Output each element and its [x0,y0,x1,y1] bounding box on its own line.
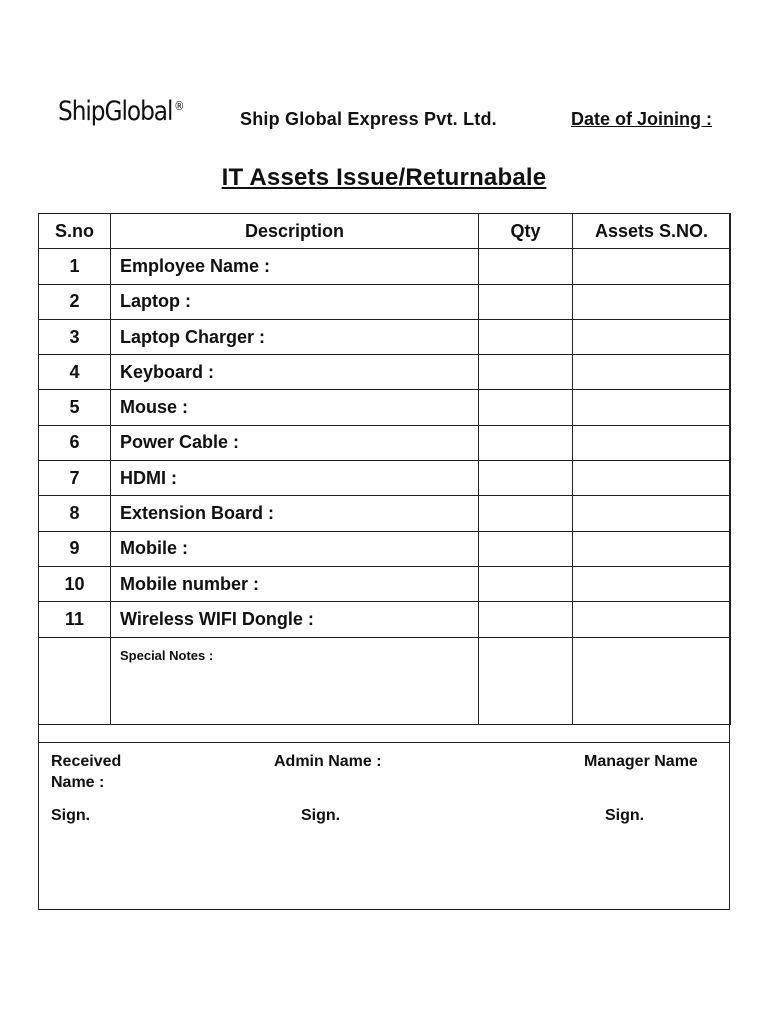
row-asset-sno-field[interactable] [573,496,731,531]
row-asset-sno-field[interactable] [573,461,731,496]
column-header-sno: S.no [39,214,111,249]
received-sign-label: Sign. [51,807,91,824]
date-of-joining-label: Date of Joining : [571,109,712,129]
form-title: IT Assets Issue/Returnabale [221,164,547,191]
row-description: Mobile : [111,531,479,566]
row-qty-field[interactable] [479,602,573,637]
row-asset-sno-field[interactable] [573,319,731,354]
admin-name-label: Admin Name : [274,753,382,770]
row-asset-sno-field[interactable] [573,531,731,566]
manager-sign-label: Sign. [605,807,645,824]
row-asset-sno-field[interactable] [573,355,731,390]
row-description: Power Cable : [111,425,479,460]
row-sno: 11 [39,602,111,637]
table-header-row [39,214,731,249]
row-description: Laptop : [111,284,479,319]
row-description: Wireless WIFI Dongle : [111,602,479,637]
table-row [39,566,731,601]
special-notes-label: Special Notes : [120,647,214,663]
table-row [39,425,731,460]
manager-name-label: Manager Name [584,753,698,770]
received-label-line1: Received [51,753,122,770]
row-description: HDMI : [111,461,479,496]
row-qty-field[interactable] [479,319,573,354]
row-qty-field[interactable] [479,390,573,425]
table-row [39,249,731,284]
table-row [39,602,731,637]
table-row [39,531,731,566]
row-qty-field[interactable] [479,249,573,284]
row-sno: 9 [39,531,111,566]
row-description: Mobile number : [111,566,479,601]
row-sno: 6 [39,425,111,460]
logo-text: ShipGlobal [58,96,173,127]
row-qty-field[interactable] [479,496,573,531]
company-logo [58,96,183,127]
table-row [39,355,731,390]
column-header-qty: Qty [479,214,573,249]
row-sno: 7 [39,461,111,496]
row-sno: 5 [39,390,111,425]
row-description: Mouse : [111,390,479,425]
special-notes-row [39,637,731,724]
row-description: Extension Board : [111,496,479,531]
registered-mark: ® [174,99,184,113]
table-row [39,284,731,319]
row-description: Keyboard : [111,355,479,390]
received-name-label [51,751,121,793]
table-row [39,390,731,425]
assets-table [38,213,731,725]
row-sno: 2 [39,284,111,319]
row-sno: 1 [39,249,111,284]
row-qty-field[interactable] [479,531,573,566]
row-sno: 4 [39,355,111,390]
column-header-asset-sno: Assets S.NO. [573,214,731,249]
special-notes-sno-cell [39,637,111,724]
row-qty-field[interactable] [479,284,573,319]
row-asset-sno-field[interactable] [573,425,731,460]
row-qty-field[interactable] [479,461,573,496]
row-sno: 8 [39,496,111,531]
row-asset-sno-field[interactable] [573,390,731,425]
column-header-description: Description [111,214,479,249]
row-asset-sno-field[interactable] [573,249,731,284]
row-sno: 10 [39,566,111,601]
company-name: Ship Global Express Pvt. Ltd. [240,109,497,129]
row-asset-sno-field[interactable] [573,284,731,319]
row-sno: 3 [39,319,111,354]
table-row [39,319,731,354]
table-row [39,496,731,531]
row-qty-field[interactable] [479,566,573,601]
special-notes-field[interactable] [111,637,479,724]
special-notes-qty-cell[interactable] [479,637,573,724]
row-qty-field[interactable] [479,355,573,390]
row-asset-sno-field[interactable] [573,602,731,637]
row-description: Employee Name : [111,249,479,284]
table-row [39,461,731,496]
admin-sign-label: Sign. [301,807,341,824]
row-asset-sno-field[interactable] [573,566,731,601]
special-notes-asset-cell[interactable] [573,637,731,724]
footer-divider [38,742,730,743]
received-label-line2: Name : [51,774,105,791]
row-description: Laptop Charger : [111,319,479,354]
row-qty-field[interactable] [479,425,573,460]
